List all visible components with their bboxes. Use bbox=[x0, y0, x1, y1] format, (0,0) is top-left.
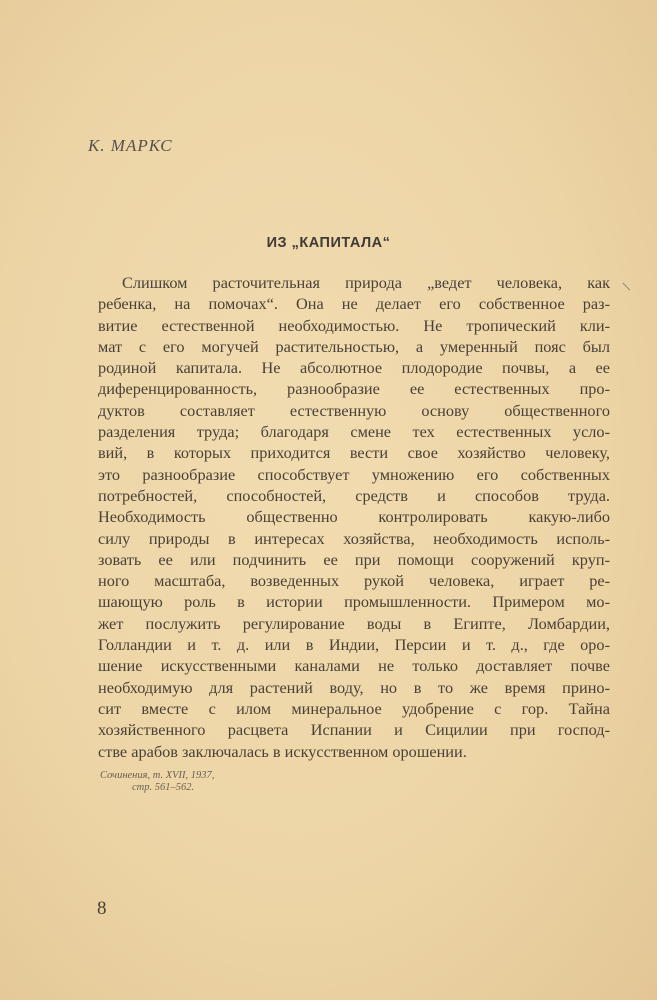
text-line: хозяйственного расцвета Испании и Сицилии при господ- bbox=[98, 720, 610, 740]
text-line: вий, в которых приходится вести свое хозяйство человеку, bbox=[98, 443, 610, 463]
citation bbox=[100, 770, 214, 794]
text-line: шение искусственными каналами не только доставляет почве bbox=[98, 656, 610, 676]
text-line: жет послужить регулирование воды в Египте, Ломбардии, bbox=[98, 613, 610, 633]
text-line: мат с его могучей растительностью, а умеренный пояс был bbox=[98, 336, 610, 356]
section-title: ИЗ „КАПИТАЛА“ bbox=[266, 235, 391, 251]
text-line: сит вместе с илом минеральное удобрение с гор. Тайна bbox=[98, 698, 610, 718]
text-line: потребностей, способностей, средств и способов труда. bbox=[98, 485, 610, 505]
text-line: диференцированность, разнообразие ее естественных про- bbox=[98, 379, 610, 399]
text-line: это разнообразие способствует умножению его собственных bbox=[98, 464, 610, 484]
body-text bbox=[98, 272, 610, 762]
text-line: Голландии и т. д. или в Индии, Персии и т. д., где оро- bbox=[98, 635, 610, 655]
text-line: дуктов составляет естественную основу общественного bbox=[98, 400, 610, 420]
text-line: ного масштаба, возведенных рукой человека, играет ре- bbox=[98, 571, 610, 591]
text-line: разделения труда; благодаря смене тех естественных усло- bbox=[98, 422, 610, 442]
text-line: ребенка, на помочах“. Она не делает его собственное раз- bbox=[98, 294, 610, 314]
citation-line-1: Сочинения, т. XVII, 1937, bbox=[100, 770, 215, 781]
text-line: Слишком расточительная природа „ведет человека, как bbox=[122, 273, 610, 292]
text-line: стве арабов заключалась в искусственном орошении. bbox=[98, 741, 467, 761]
text-line: родиной капитала. Не абсолютное плодородие почвы, а ее bbox=[98, 358, 610, 378]
author-heading: К. МАРКС bbox=[88, 136, 173, 155]
page-number: 8 bbox=[97, 898, 107, 919]
text-line: зовать ее или подчинить ее при помощи сооружений круп- bbox=[98, 549, 610, 569]
text-line: необходимую для растений воду, но в то же время прино- bbox=[98, 677, 610, 697]
text-line: шающую роль в истории промышленности. Примером мо- bbox=[98, 592, 610, 612]
text-line: Необходимость общественно контролировать какую-либо bbox=[98, 507, 610, 527]
text-line: витие естественной необходимостью. Не тропический кли- bbox=[98, 315, 610, 335]
text-line: силу природы в интересах хозяйства, необходимость исполь- bbox=[98, 528, 610, 548]
citation-line-2: стр. 561–562. bbox=[132, 782, 195, 793]
margin-mark: \ bbox=[621, 279, 632, 296]
